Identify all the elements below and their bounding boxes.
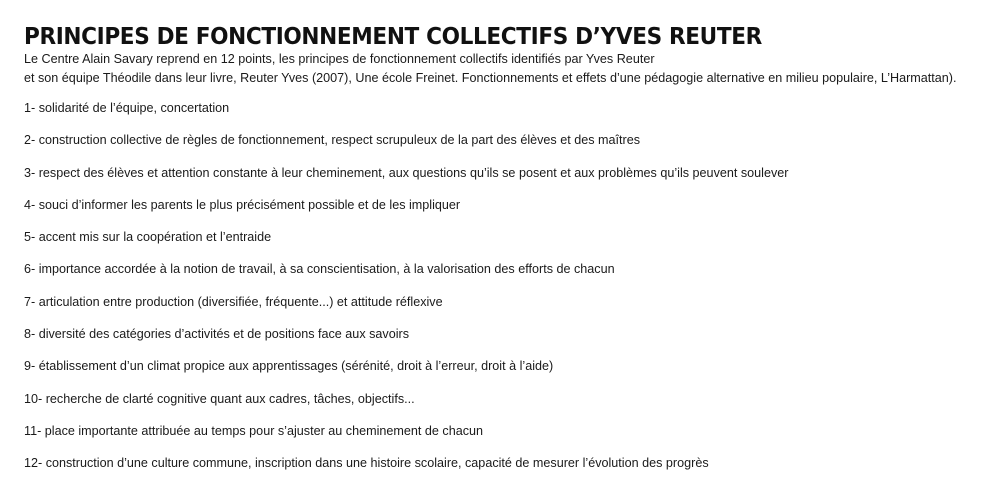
list-item: 10- recherche de clarté cognitive quant aux cadres, tâches, objectifs... bbox=[24, 391, 415, 406]
list-item: 3- respect des élèves et attention constante à leur cheminement, aux questions qu’ils se posent et aux problèmes qu’ils peuvent soulever bbox=[24, 165, 789, 180]
list-item: 5- accent mis sur la coopération et l’entraide bbox=[24, 230, 272, 245]
principles-list bbox=[24, 100, 984, 488]
list-item: 9- établissement d’un climat propice aux apprentissages (sérénité, droit à l’erreur, droit à l’aide) bbox=[24, 359, 554, 374]
list-item: 12- construction d’une culture commune, inscription dans une histoire scolaire, capacité de mesurer l’évolution des progrès bbox=[24, 456, 709, 471]
intro-line: Le Centre Alain Savary reprend en 12 points, les principes de fonctionnement collectifs identifiés par Yves Reuter bbox=[24, 52, 655, 66]
list-item: 11- place importante attribuée au temps pour s’ajuster au cheminement de chacun bbox=[24, 423, 484, 438]
list-item: 4- souci d’informer les parents le plus précisément possible et de les impliquer bbox=[24, 197, 461, 212]
intro-line: et son équipe Théodile dans leur livre, Reuter Yves (2007), Une école Freinet. Fonctionnements et effets d’une pédagogie alternative en milieu populaire, L’Harmattan). bbox=[24, 71, 957, 85]
list-item: 7- articulation entre production (diversifiée, fréquente...) et attitude réflexive bbox=[24, 294, 443, 309]
list-item: 2- construction collective de règles de fonctionnement, respect scrupuleux de la part des élèves et des maîtres bbox=[24, 133, 641, 148]
list-item: 1- solidarité de l’équipe, concertation bbox=[24, 101, 230, 115]
page-title: PRINCIPES DE FONCTIONNEMENT COLLECTIFS D’YVES REUTER bbox=[24, 21, 762, 50]
list-item: 8- diversité des catégories d’activités et de positions face aux savoirs bbox=[24, 327, 410, 342]
intro-paragraph bbox=[24, 50, 984, 88]
list-item: 6- importance accordée à la notion de travail, à sa conscientisation, à la valorisation des efforts de chacun bbox=[24, 262, 615, 277]
